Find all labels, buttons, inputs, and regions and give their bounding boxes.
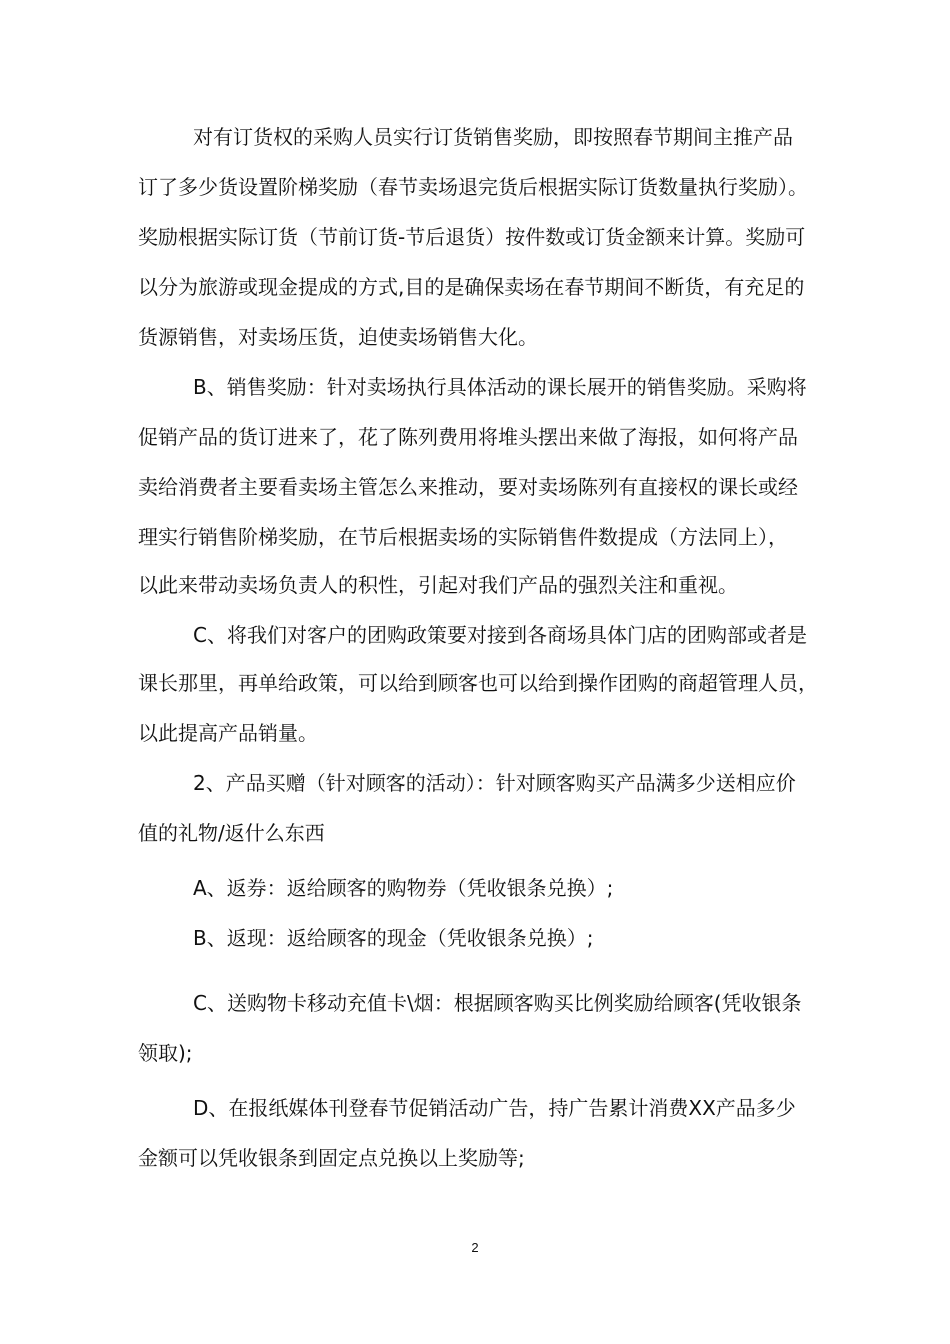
text-line: 订了多少货设置阶梯奖励（春节卖场退完货后根据实际订货数量执行奖励）。 bbox=[138, 175, 808, 199]
text-line: C、送购物卡移动充值卡\烟：根据顾客购买比例奖励给顾客(凭收银条 bbox=[193, 991, 802, 1015]
page-number: 2 bbox=[471, 1240, 479, 1255]
text-line: 2、产品买赠（针对顾客的活动）：针对顾客购买产品满多少送相应价 bbox=[193, 771, 796, 795]
text-line: 值的礼物/返什么东西 bbox=[138, 821, 325, 845]
text-line: 对有订货权的采购人员实行订货销售奖励，即按照春节期间主推产品 bbox=[193, 125, 793, 149]
text-line: 货源销售，对卖场压货，迫使卖场销售大化。 bbox=[138, 325, 538, 349]
text-line: A、返券：返给顾客的购物券（凭收银条兑换）; bbox=[193, 876, 614, 900]
text-line: 以此来带动卖场负责人的积性，引起对我们产品的强烈关注和重视。 bbox=[138, 573, 738, 597]
text-line: 以分为旅游或现金提成的方式,目的是确保卖场在春节期间不断货，有充足的 bbox=[138, 275, 805, 299]
text-line: B、返现：返给顾客的现金（凭收银条兑换）; bbox=[193, 926, 594, 950]
text-line: 以此提高产品销量。 bbox=[138, 721, 318, 745]
text-line: 课长那里，再单给政策，可以给到顾客也可以给到操作团购的商超管理人员， bbox=[138, 671, 818, 695]
text-line: 促销产品的货订进来了，花了陈列费用将堆头摆出来做了海报，如何将产品 bbox=[138, 425, 798, 449]
text-line: 理实行销售阶梯奖励，在节后根据卖场的实际销售件数提成（方法同上）， bbox=[138, 525, 788, 549]
text-line: 奖励根据实际订货（节前订货-节后退货）按件数或订货金额来计算。奖励可 bbox=[138, 225, 806, 249]
text-line: D、在报纸媒体刊登春节促销活动广告，持广告累计消费XX产品多少 bbox=[193, 1096, 796, 1120]
text-line: B、销售奖励：针对卖场执行具体活动的课长展开的销售奖励。采购将 bbox=[193, 375, 807, 399]
text-line: 卖给消费者主要看卖场主管怎么来推动，要对卖场陈列有直接权的课长或经 bbox=[138, 475, 798, 499]
text-line: C、将我们对客户的团购政策要对接到各商场具体门店的团购部或者是 bbox=[193, 623, 807, 647]
text-line: 金额可以凭收银条到固定点兑换以上奖励等; bbox=[138, 1146, 525, 1170]
text-line: 领取); bbox=[138, 1041, 193, 1065]
